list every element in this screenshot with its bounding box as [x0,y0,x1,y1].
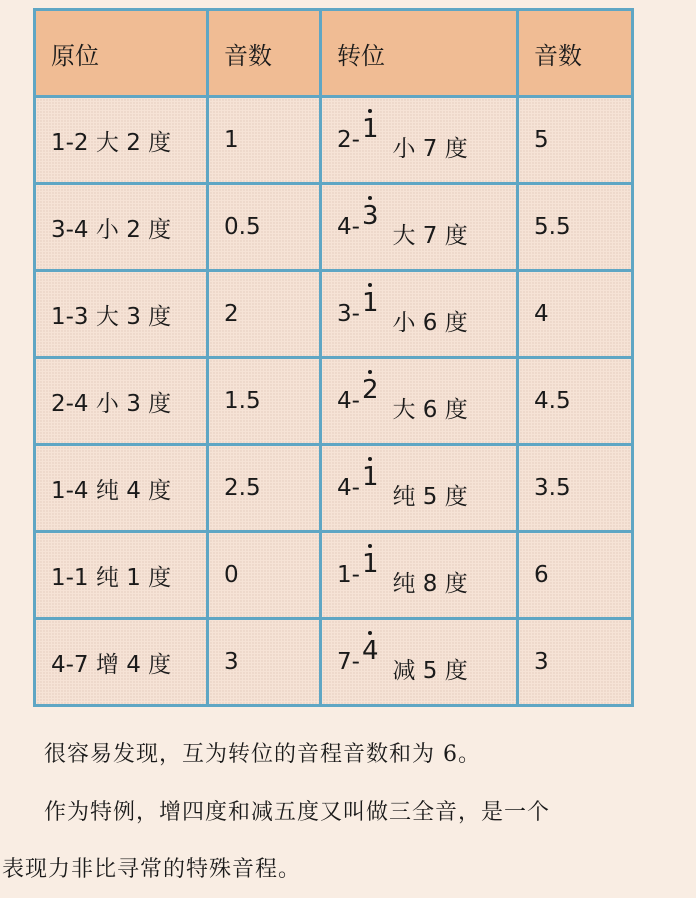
inversion-steps: 4 [518,271,633,358]
inversion-interval: 小 6 度 [392,309,468,336]
inversion-prefix: 4- [337,475,360,501]
inversion-prefix: 1- [337,562,360,588]
paragraph-sum-note: 很容易发现，互为转位的音程音数和为 6。 [44,742,481,767]
high-octave-digit: 1 [361,462,379,492]
inversion-interval: 大 6 度 [392,396,468,423]
inversion-prefix: 2- [337,127,360,153]
original-interval: 1-3 大 3 度 [35,271,208,358]
inversion-interval: 大 7 度 [392,222,468,249]
original-steps: 3 [208,619,321,706]
table-row [35,619,633,706]
table-header-row [35,10,633,97]
inversion-prefix: 7- [337,649,360,675]
table-row [35,97,633,184]
high-octave-digit: 1 [361,549,379,579]
original-interval: 1-4 纯 4 度 [35,445,208,532]
original-interval: 3-4 小 2 度 [35,184,208,271]
high-octave-digit: 1 [361,288,379,318]
inversion-cell [321,358,518,445]
original-steps: 2 [208,271,321,358]
inversion-prefix: 4- [337,388,360,414]
table-row [35,358,633,445]
high-octave-digit: 3 [361,201,379,231]
original-steps: 1.5 [208,358,321,445]
interval-inversion-table [33,8,634,707]
inversion-steps: 3.5 [518,445,633,532]
inversion-prefix: 4- [337,214,360,240]
inversion-interval: 纯 8 度 [392,570,468,597]
inversion-steps: 3 [518,619,633,706]
original-steps: 2.5 [208,445,321,532]
table-row [35,445,633,532]
high-octave-digit: 1 [361,114,379,144]
original-interval: 1-1 纯 1 度 [35,532,208,619]
inversion-steps: 6 [518,532,633,619]
header-steps: 音数 [208,10,321,97]
table-row [35,532,633,619]
inversion-steps: 5 [518,97,633,184]
inversion-interval: 纯 5 度 [392,483,468,510]
inversion-cell [321,619,518,706]
inversion-interval: 小 7 度 [392,135,468,162]
original-interval: 4-7 增 4 度 [35,619,208,706]
paragraph-tritone-line2: 表现力非比寻常的特殊音程。 [2,857,302,882]
original-steps: 1 [208,97,321,184]
paragraph-tritone-line1: 作为特例，增四度和减五度又叫做三全音，是一个 [44,800,551,825]
inversion-cell [321,445,518,532]
inversion-cell [321,532,518,619]
header-original: 原位 [35,10,208,97]
inversion-cell [321,271,518,358]
original-steps: 0.5 [208,184,321,271]
original-steps: 0 [208,532,321,619]
original-interval: 1-2 大 2 度 [35,97,208,184]
inversion-steps: 4.5 [518,358,633,445]
header-inversion-steps: 音数 [518,10,633,97]
header-inversion: 转位 [321,10,518,97]
inversion-steps: 5.5 [518,184,633,271]
inversion-cell [321,184,518,271]
original-interval: 2-4 小 3 度 [35,358,208,445]
inversion-interval: 减 5 度 [392,657,468,684]
table-row [35,184,633,271]
inversion-prefix: 3- [337,301,360,327]
high-octave-digit: 4 [361,636,379,666]
table-row [35,271,633,358]
high-octave-digit: 2 [361,375,379,405]
inversion-cell [321,97,518,184]
